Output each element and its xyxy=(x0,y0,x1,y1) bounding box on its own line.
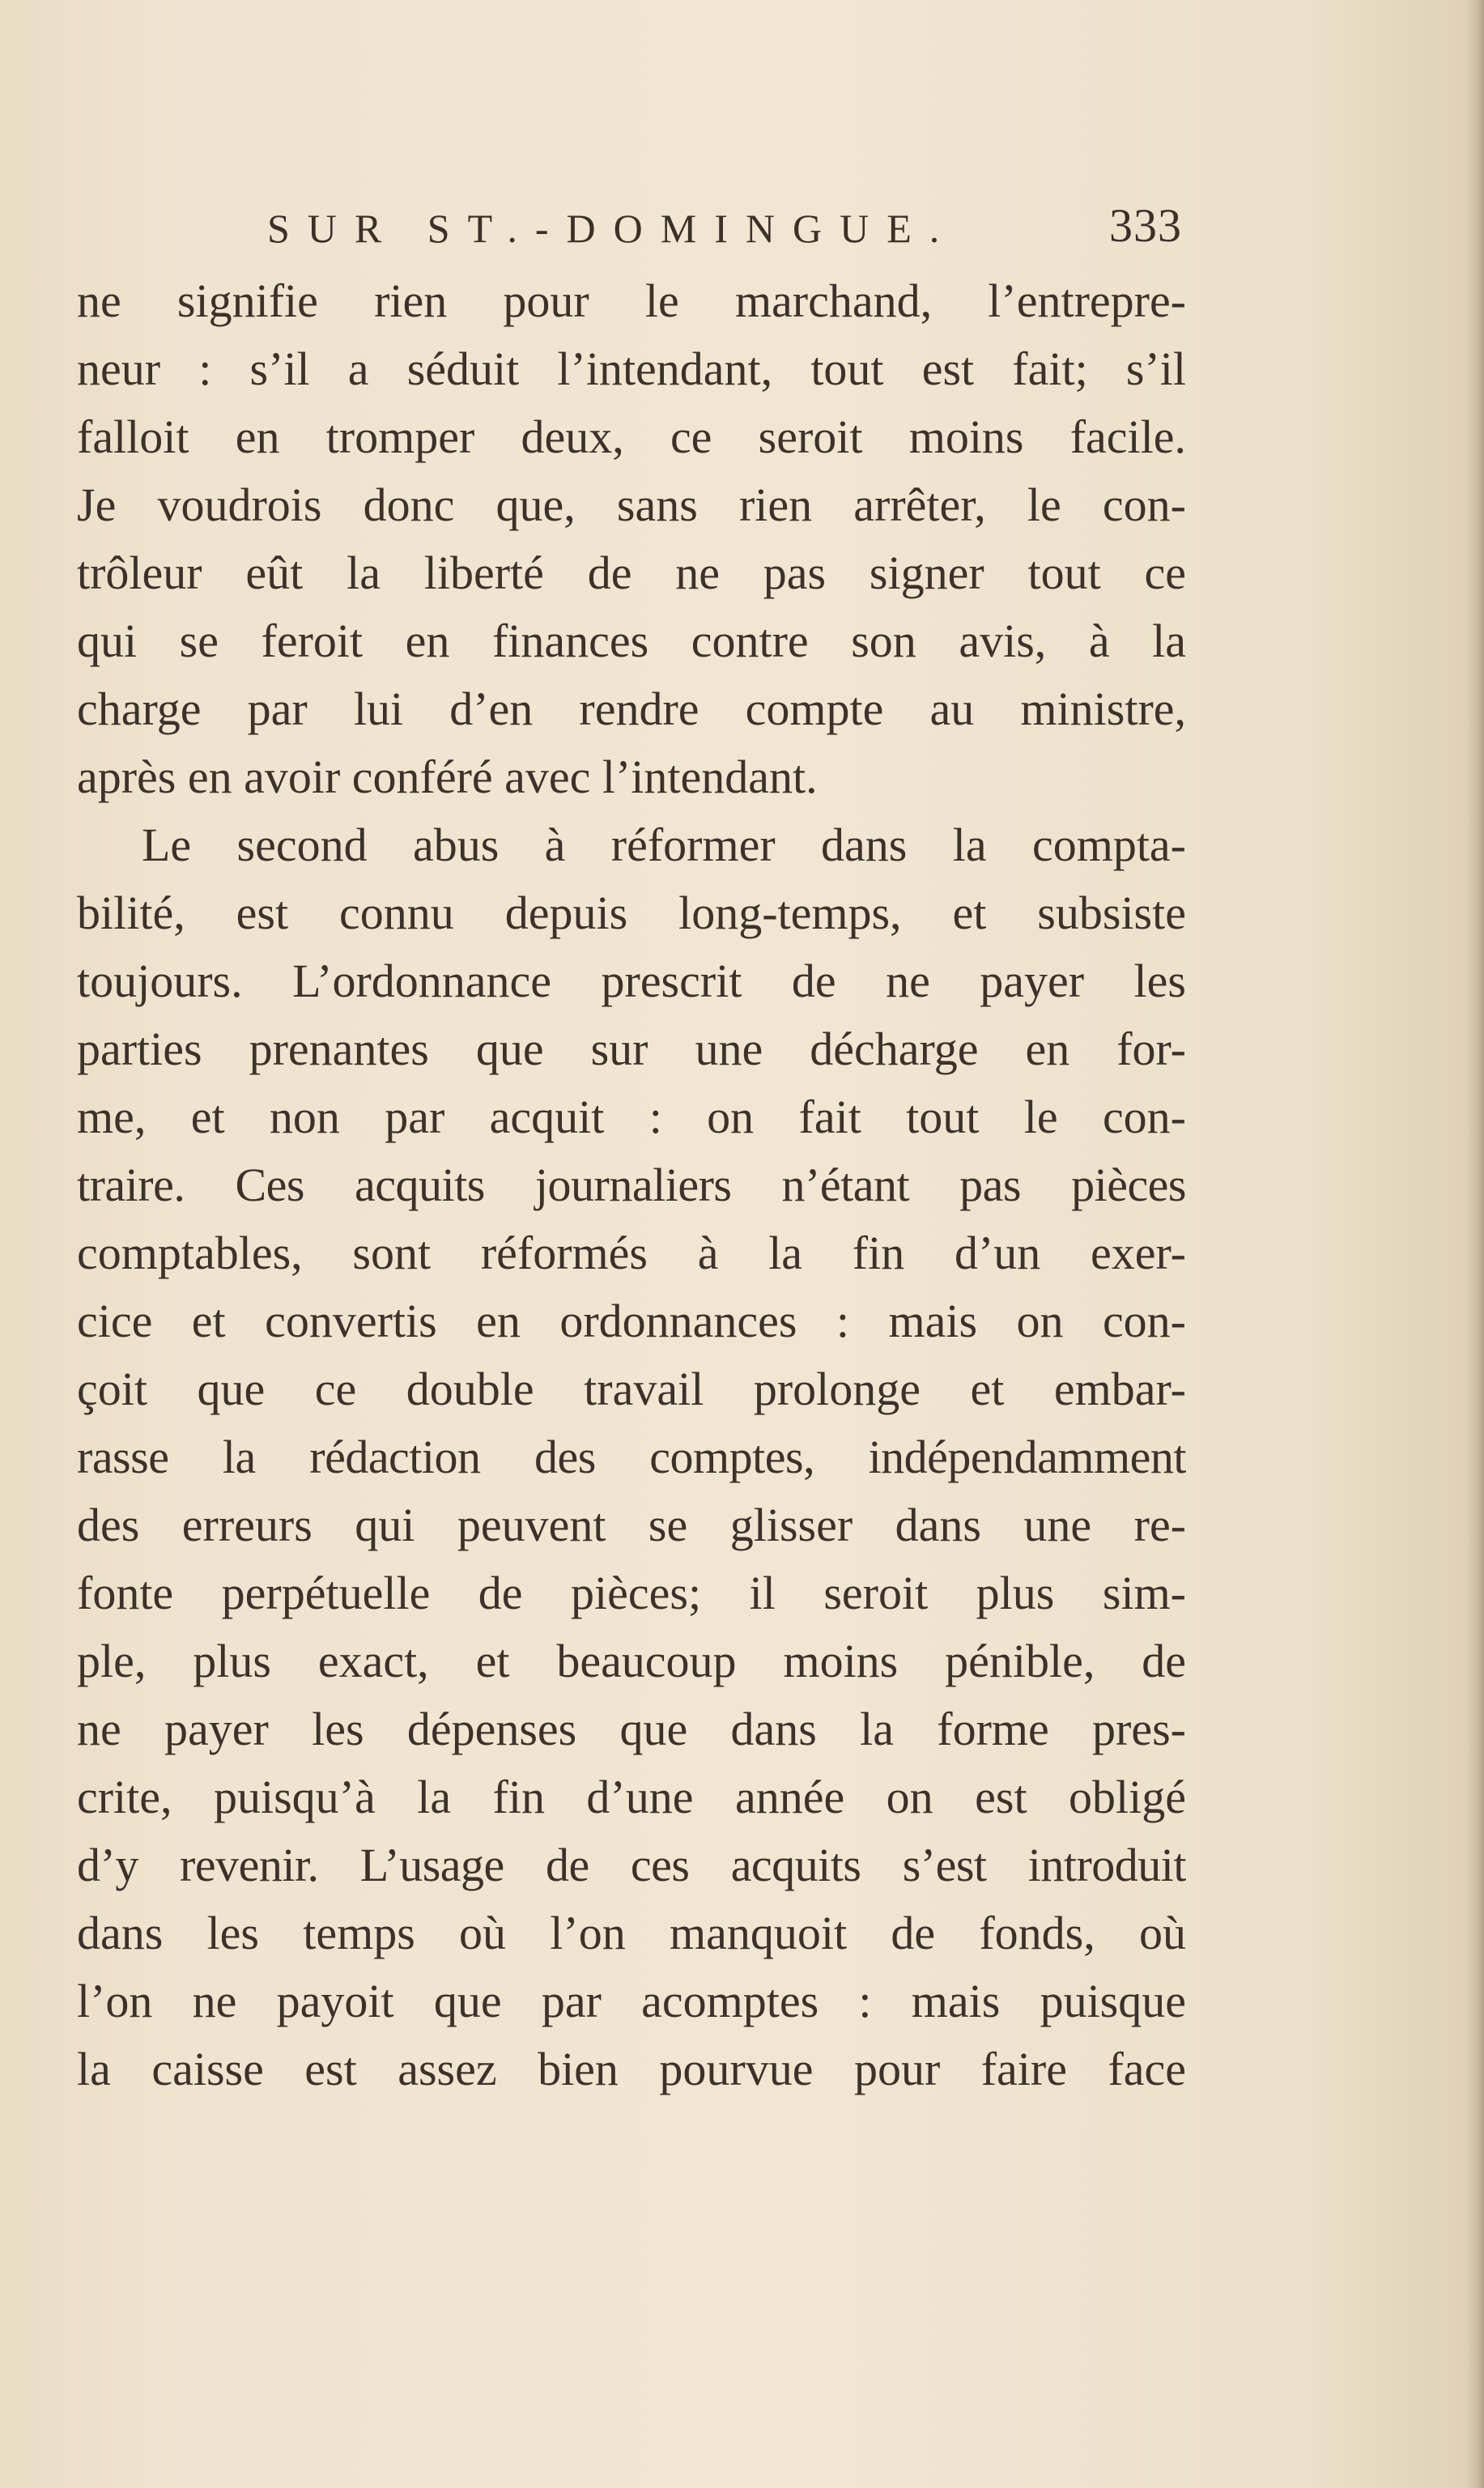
text-line: trôleur eût la liberté de ne pas signer tout ce xyxy=(77,547,1186,599)
text-line: ne signifie rien pour le marchand, l’entrepre- xyxy=(77,274,1186,327)
page-header xyxy=(267,190,1182,259)
text-line: traire. Ces acquits journaliers n’étant pas pièces xyxy=(77,1159,1186,1211)
text-line: ne payer les dépenses que dans la forme pres- xyxy=(77,1703,1186,1755)
text-line: la caisse est assez bien pourvue pour faire face xyxy=(77,2043,1186,2095)
text-line: comptables, sont réformés à la fin d’un exer- xyxy=(77,1227,1186,1279)
text-line: toujours. L’ordonnance prescrit de ne payer les xyxy=(77,955,1186,1007)
text-line: falloit en tromper deux, ce seroit moins facile. xyxy=(77,410,1186,463)
text-line: des erreurs qui peuvent se glisser dans une re- xyxy=(77,1499,1186,1551)
text-line: après en avoir conféré avec l’intendant. xyxy=(77,751,818,803)
text-line: d’y revenir. L’usage de ces acquits s’est introduit xyxy=(77,1839,1186,1891)
page-number: 333 xyxy=(1109,199,1182,252)
page-edge-shadow xyxy=(1466,0,1484,2488)
text-line: crite, puisqu’à la fin d’une année on est obligé xyxy=(77,1771,1186,1823)
text-line: bilité, est connu depuis long-temps, et subsiste xyxy=(77,887,1186,939)
text-line: ple, plus exact, et beaucoup moins pénible, de xyxy=(77,1635,1186,1687)
text-line: fonte perpétuelle de pièces; il seroit plus sim- xyxy=(77,1567,1186,1619)
text-line: me, et non par acquit : on fait tout le con- xyxy=(77,1091,1186,1143)
text-line: dans les temps où l’on manquoit de fonds, où xyxy=(77,1907,1186,1959)
text-line: l’on ne payoit que par acomptes : mais puisque xyxy=(77,1975,1186,2027)
text-line: Le second abus à réformer dans la compta- xyxy=(142,819,1186,871)
running-head: SUR ST.-DOMINGUE. xyxy=(267,206,958,251)
text-line: rasse la rédaction des comptes, indépendamment xyxy=(77,1431,1186,1483)
text-line: çoit que ce double travail prolonge et embar- xyxy=(77,1363,1186,1415)
body-text xyxy=(77,267,1186,2103)
text-line: charge par lui d’en rendre compte au ministre, xyxy=(77,683,1186,735)
text-line: parties prenantes que sur une décharge en for- xyxy=(77,1023,1186,1075)
text-line: neur : s’il a séduit l’intendant, tout est fait; s’il xyxy=(77,342,1186,395)
text-line: qui se feroit en finances contre son avis, à la xyxy=(77,615,1186,667)
text-line: cice et convertis en ordonnances : mais on con- xyxy=(77,1295,1186,1347)
text-line: Je voudrois donc que, sans rien arrêter, le con- xyxy=(77,478,1186,531)
